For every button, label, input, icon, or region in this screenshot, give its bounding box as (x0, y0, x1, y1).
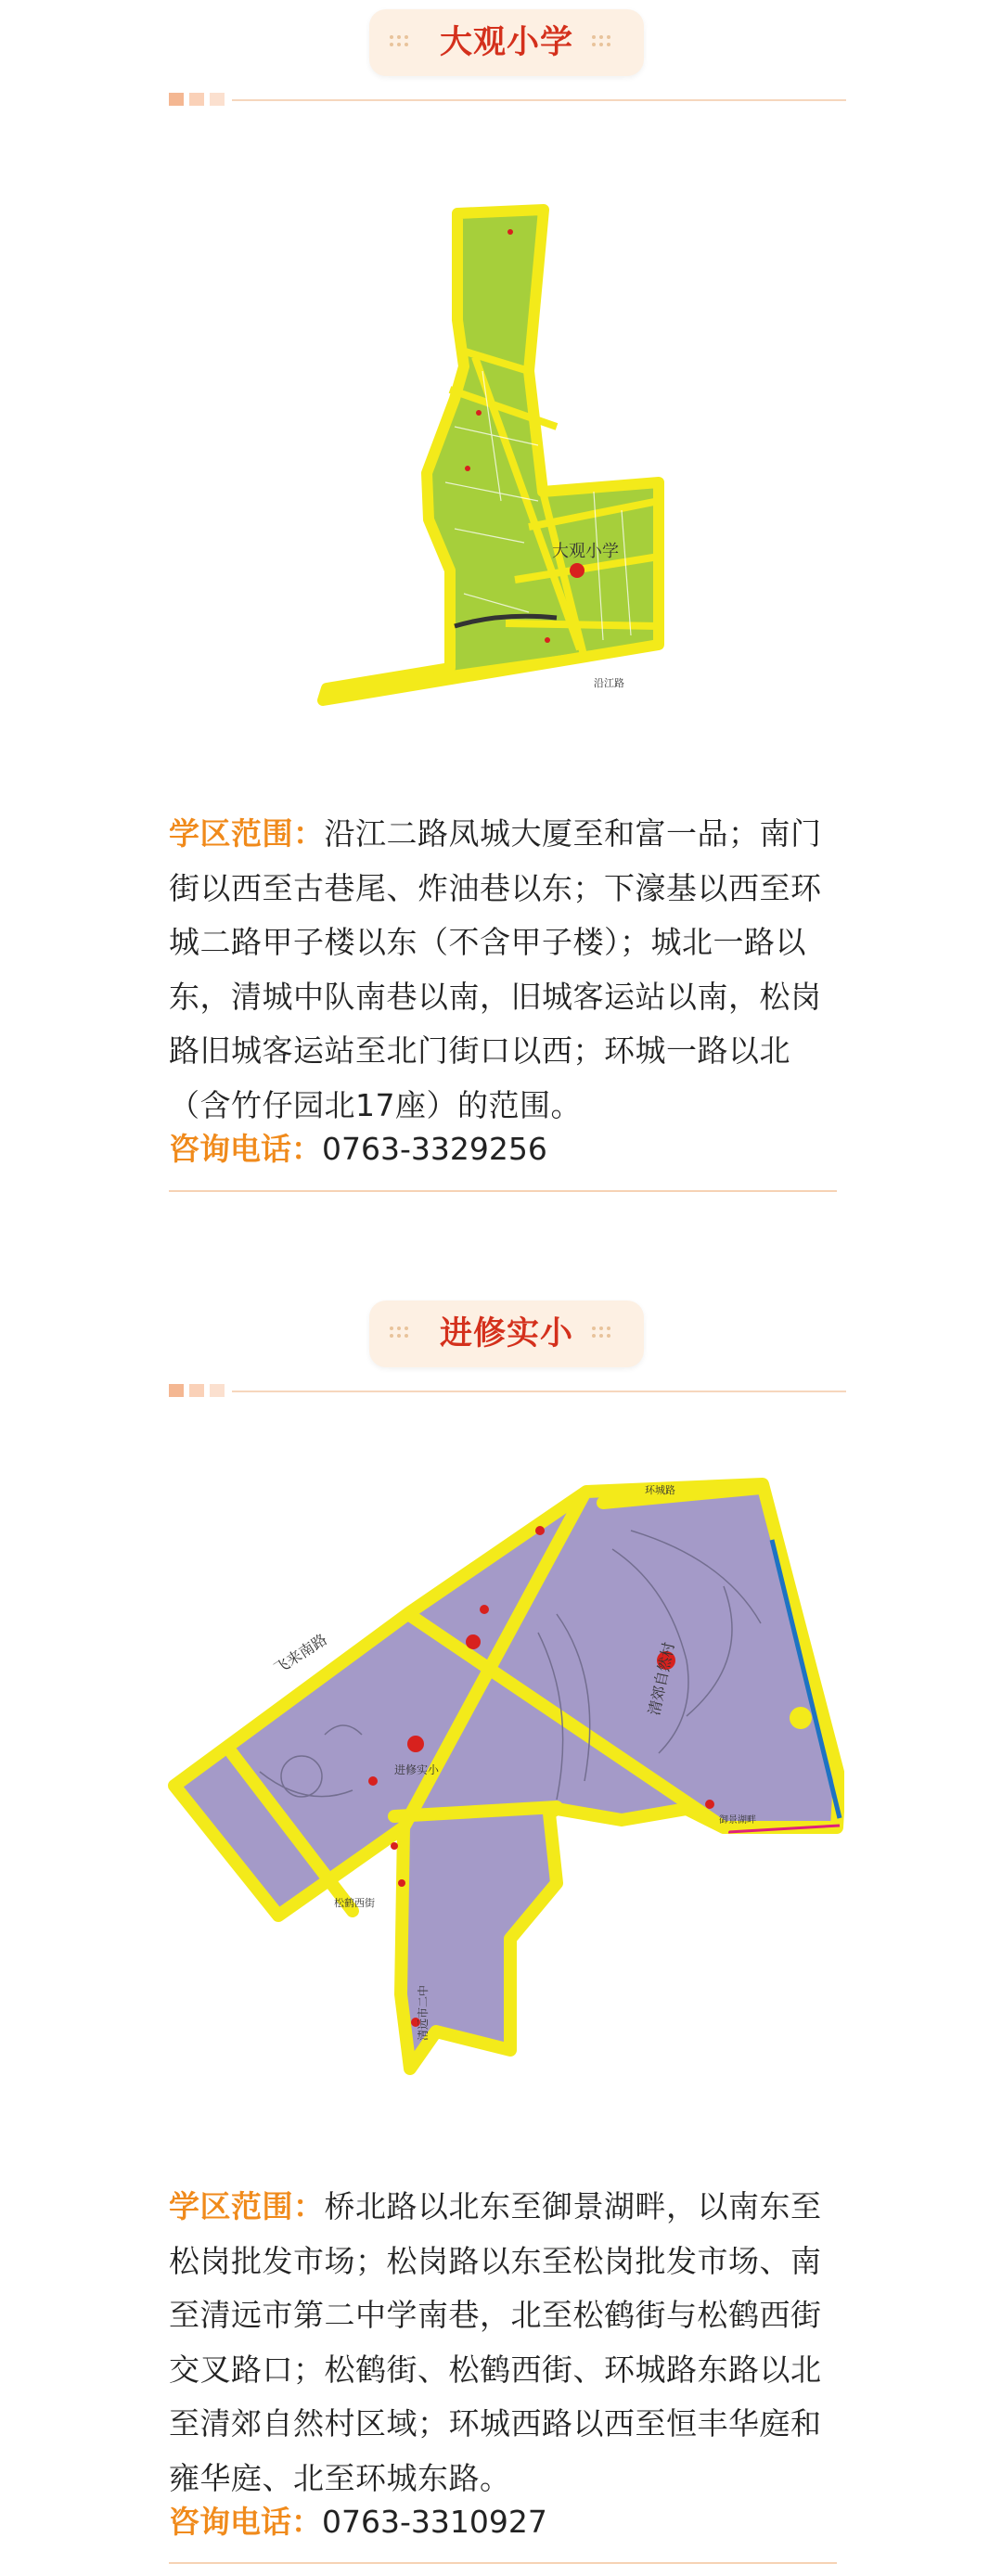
range-label: 学区范围： (169, 2188, 325, 2224)
section-title: 大观小学 (439, 24, 573, 61)
consult-phone (169, 2495, 547, 2549)
phone-label: 咨询电话： (169, 1131, 322, 1167)
map-street-label: 松鹤西街 (334, 1897, 375, 1909)
map-road-label: 环城路 (645, 1484, 675, 1496)
section-title: 进修实小 (439, 1315, 573, 1352)
section-title-badge (369, 1301, 644, 1367)
map-road-label: 飞来南路 (270, 1630, 330, 1678)
map-village-label: 清郊自然村 (645, 1640, 678, 1717)
school-section-daguan (0, 0, 1002, 1206)
phone-number: 0763-3329256 (322, 1131, 547, 1167)
section-end-rule (169, 2562, 837, 2564)
school-location-marker (407, 1736, 424, 1752)
map-estate-label: 御景湖畔 (719, 1815, 756, 1826)
map-school-label: 大观小学 (552, 542, 619, 561)
district-range (169, 2180, 837, 2506)
decor-dots (592, 1326, 623, 1341)
school-section-jinxiu (0, 1289, 1002, 2576)
section-end-rule (169, 1190, 837, 1192)
decor-dots (592, 35, 623, 50)
map-school-label: 进修实小 (394, 1763, 440, 1776)
map-school2-label: 清远市二中 (417, 1984, 430, 2041)
school-district-map (315, 204, 687, 724)
section-divider (169, 93, 846, 108)
range-text: 沿江二路凤城大厦至和富一品；南门街以西至古巷尾、炸油巷以东；下濠基以西至环城二路甲子楼以东（不含甲子楼）；城北一路以东，清城中队南巷以南，旧城客运站以南，松岗路旧城客运站至北门街口以西；环城一路以北（含竹仔园北17座）的范围。 (169, 815, 822, 1123)
school-location-marker (570, 563, 584, 578)
school-district-map (167, 1475, 844, 2115)
range-label: 学区范围： (169, 815, 325, 852)
section-title-badge (369, 9, 644, 76)
phone-label: 咨询电话： (169, 2504, 322, 2540)
consult-phone (169, 1122, 547, 1176)
map-street-label: 沿江路 (594, 677, 624, 689)
section-divider (169, 1384, 846, 1399)
district-range (169, 807, 837, 1133)
phone-number: 0763-3310927 (322, 2504, 547, 2540)
range-text: 桥北路以北东至御景湖畔，以南东至松岗批发市场；松岗路以东至松岗批发市场、南至清远市第二中学南巷，北至松鹤街与松鹤西街交叉路口；松鹤街、松鹤西街、环城路东路以北至清郊自然村区域；环城西路以西至恒丰华庭和雍华庭、北至环城东路。 (169, 2188, 822, 2496)
